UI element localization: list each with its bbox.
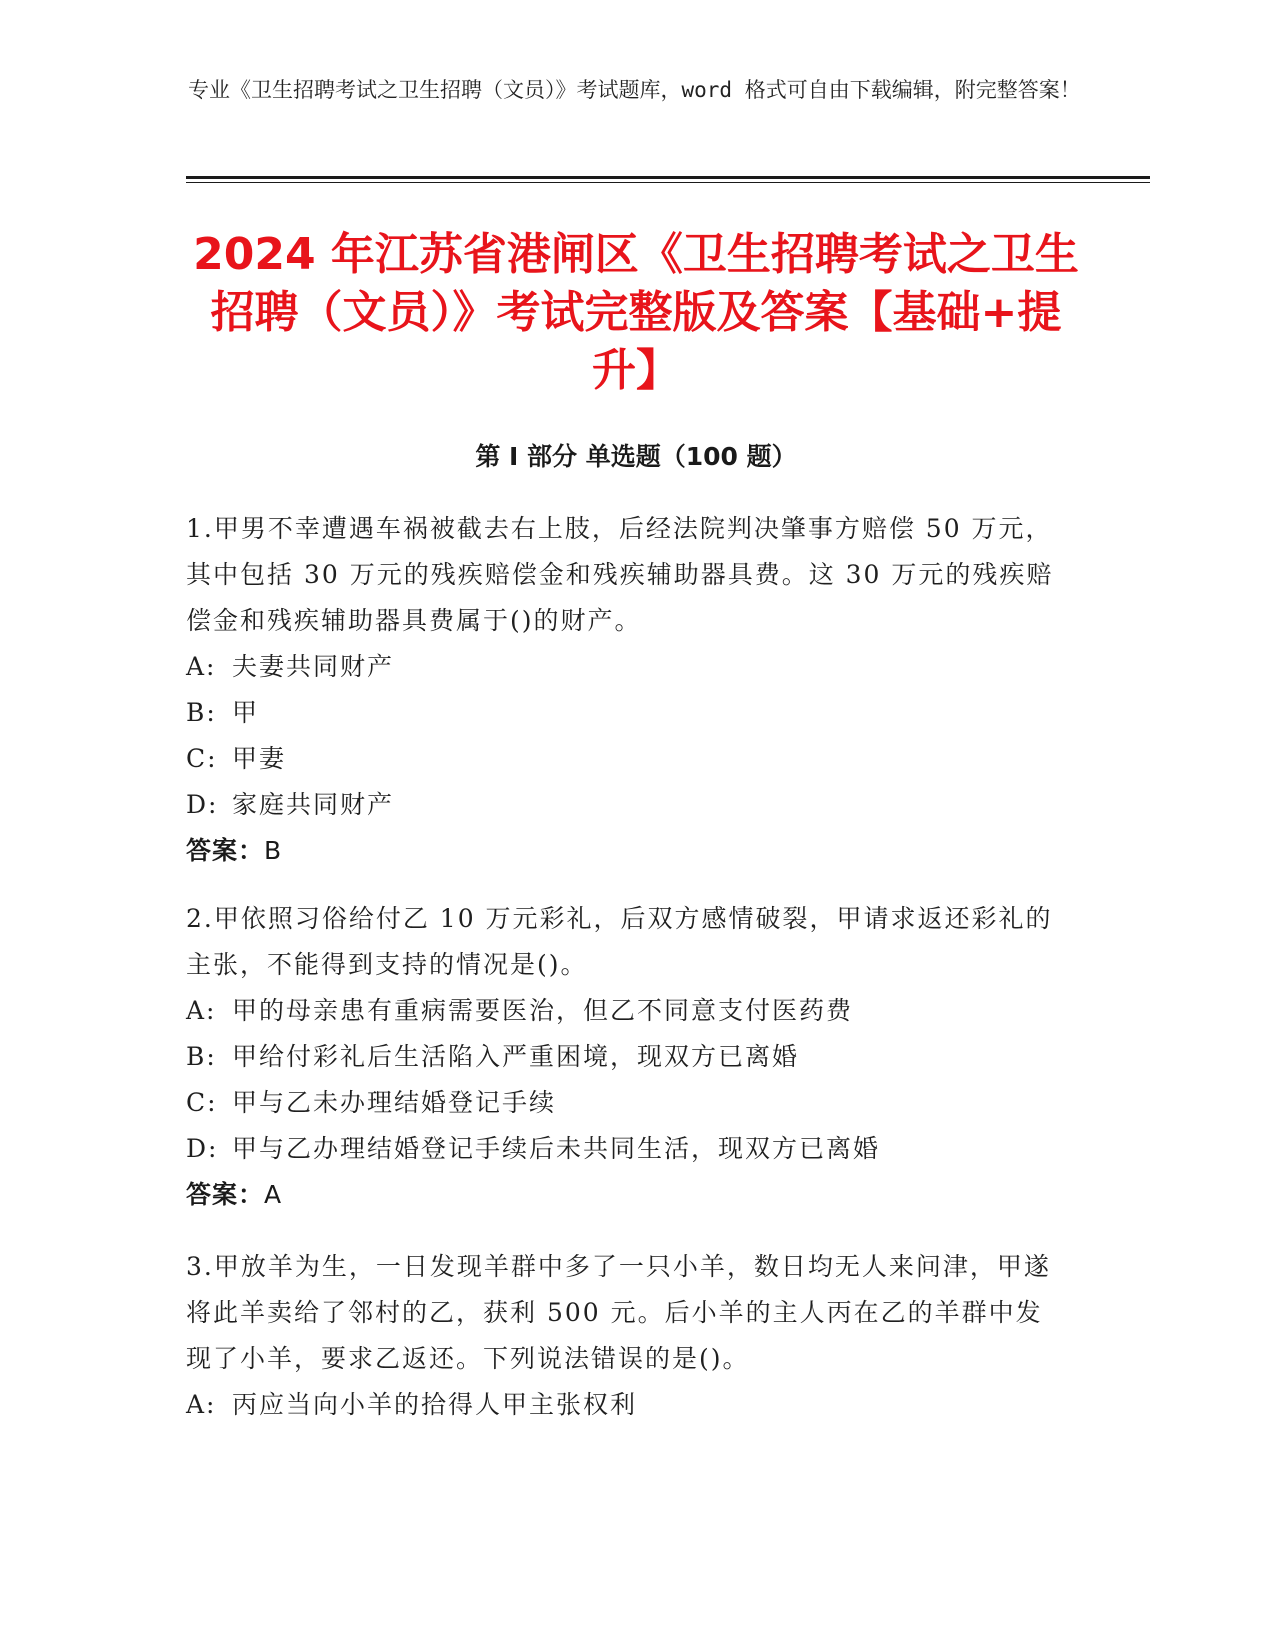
question-2 (186, 896, 1066, 1218)
option-text: 甲与乙未办理结婚登记手续 (232, 1088, 557, 1117)
option-a (186, 988, 1066, 1034)
option-letter: B: (186, 1042, 217, 1071)
option-b (186, 1034, 1066, 1080)
answer-label: 答案： (186, 836, 265, 865)
option-letter: D: (186, 1134, 219, 1163)
option-text: 丙应当向小羊的拾得人甲主张权利 (232, 1390, 638, 1419)
option-text: 家庭共同财产 (232, 790, 395, 819)
option-letter: A: (186, 1390, 217, 1419)
header-rule-thin (186, 182, 1150, 183)
option-text: 甲的母亲患有重病需要医治，但乙不同意支付医药费 (232, 996, 854, 1025)
question-1 (186, 506, 1066, 874)
option-text: 夫妻共同财产 (232, 652, 395, 681)
option-a (186, 1382, 1066, 1428)
option-letter: C: (186, 744, 218, 773)
option-letter: C: (186, 1088, 218, 1117)
answer-line (186, 1172, 1066, 1218)
answer-value: B (264, 836, 283, 865)
answer-value: A (264, 1180, 283, 1209)
option-c (186, 736, 1066, 782)
question-stem: 2.甲依照习俗给付乙 10 万元彩礼，后双方感情破裂，甲请求返还彩礼的主张，不能得到支持的情况是()。 (186, 904, 1053, 979)
option-text: 甲与乙办理结婚登记手续后未共同生活，现双方已离婚 (232, 1134, 881, 1163)
answer-label: 答案： (186, 1180, 265, 1209)
option-text: 甲给付彩礼后生活陷入严重困境，现双方已离婚 (232, 1042, 800, 1071)
document-title: 2024 年江苏省港闸区《卫生招聘考试之卫生招聘（文员）》考试完整版及答案【基础+提升】 (193, 229, 1079, 396)
question-stem: 1.甲男不幸遭遇车祸被截去右上肢，后经法院判决肇事方赔偿 50 万元，其中包括 30 万元的残疾赔偿金和残疾辅助器具费。这 30 万元的残疾赔偿金和残疾辅助器具费属于()的财产。 (186, 514, 1054, 635)
answer-line (186, 828, 1066, 874)
header-note: 专业《卫生招聘考试之卫生招聘（文员）》考试题库，word 格式可自由下载编辑，附完整答案！ (188, 78, 1081, 102)
option-text: 甲 (232, 698, 260, 727)
question-3 (186, 1244, 1066, 1428)
option-letter: A: (186, 652, 217, 681)
option-text: 甲妻 (232, 744, 287, 773)
header-rule-thick (186, 176, 1150, 179)
option-b (186, 690, 1066, 736)
question-stem: 3.甲放羊为生，一日发现羊群中多了一只小羊，数日均无人来问津，甲遂将此羊卖给了邻村的乙，获利 500 元。后小羊的主人丙在乙的羊群中发现了小羊，要求乙返还。下列说法错误的是()。 (186, 1252, 1051, 1373)
option-a (186, 644, 1066, 690)
option-letter: D: (186, 790, 219, 819)
option-c (186, 1080, 1066, 1126)
option-letter: B: (186, 698, 217, 727)
option-d (186, 782, 1066, 828)
option-d (186, 1126, 1066, 1172)
section-heading: 第 I 部分 单选题（100 题） (475, 442, 797, 471)
option-letter: A: (186, 996, 217, 1025)
